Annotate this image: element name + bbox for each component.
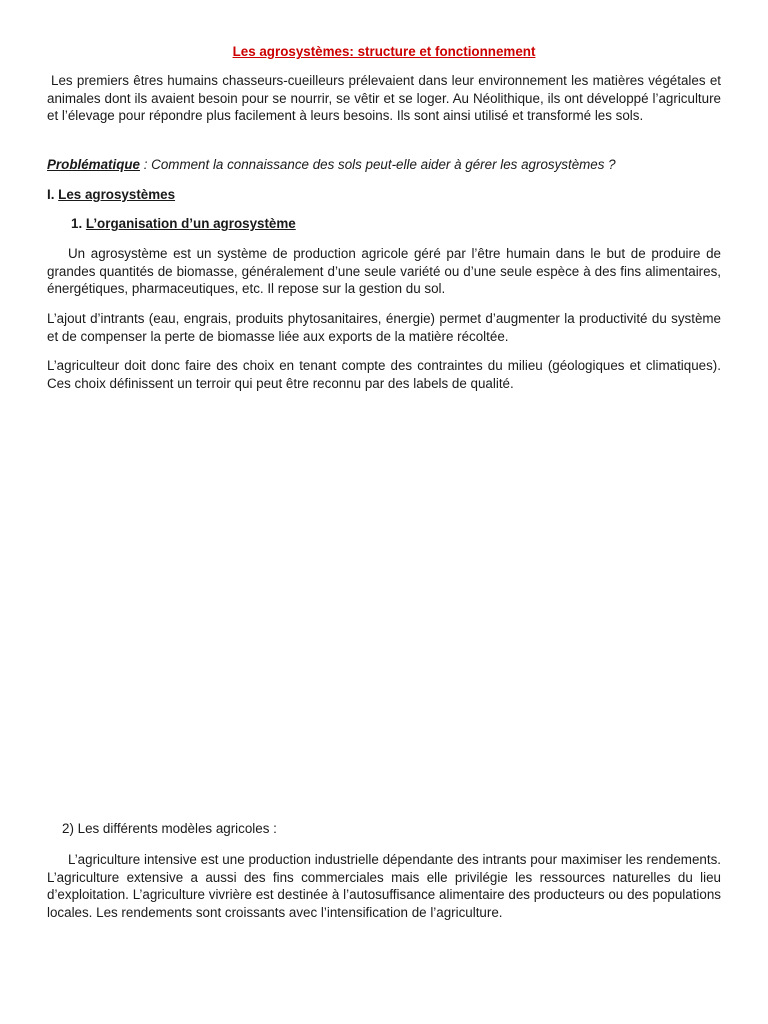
section-1-number: I. <box>47 187 59 202</box>
problematique-label: Problématique <box>47 157 141 172</box>
intro-paragraph: Les premiers êtres humains chasseurs-cueilleurs prélevaient dans leur environnement les matières végétales et animales dont ils avaient besoin pour se nourrir, se vêtir et se loger. Au Néolithique, ils ont développé l’agriculture et l’élevage pour répondre plus facilement à leurs besoins. Ils sont ainsi utilisé et transformé les sols. <box>47 73 721 124</box>
intrants-paragraph: L’ajout d’intrants (eau, engrais, produits phytosanitaires, énergie) permet d’augmenter la productivité du système et de compenser la perte de biomasse liée aux exports de la matière récoltée. <box>47 311 721 344</box>
document-page <box>47 0 721 1024</box>
section-2-heading: 2) Les différents modèles agricoles : <box>62 821 277 836</box>
terroir-paragraph: L’agriculteur doit donc faire des choix en tenant compte des contraintes du milieu (géologiques et climatiques). Ces choix définissent un terroir qui peut être reconnu par des labels de qualité. <box>47 358 721 391</box>
section-1-heading <box>47 186 175 204</box>
subsection-1-heading <box>71 215 296 233</box>
problematique-paragraph <box>47 156 721 174</box>
subsection-1-number: 1. <box>71 216 86 231</box>
subsection-1-title: L’organisation d’un agrosystème <box>85 216 296 231</box>
agrosysteme-definition-paragraph: Un agrosystème est un système de production agricole géré par l’être humain dans le but de produire de grandes quantités de biomasse, généralement d’une seule variété ou d’une seule espèce à des fins alimentaires, énergétiques, pharmaceutiques, etc. Il repose sur la gestion du sol. <box>47 246 721 297</box>
modeles-agricoles-paragraph: L’agriculture intensive est une production industrielle dépendante des intrants pour maximiser les rendements. L’agriculture extensive a aussi des fins commerciales mais elle privilégie les ressources naturelles du lieu d’exploitation. L’agriculture vivrière est destinée à l’autosuffisance alimentaire des producteurs ou des populations locales. Les rendements sont croissants avec l’intensification de l’agriculture. <box>47 852 721 920</box>
problematique-question: : Comment la connaissance des sols peut-elle aider à gérer les agrosystèmes ? <box>140 157 616 172</box>
section-1-title: Les agrosystèmes <box>58 187 176 202</box>
document-title: Les agrosystèmes: structure et fonctionnement <box>232 44 536 59</box>
